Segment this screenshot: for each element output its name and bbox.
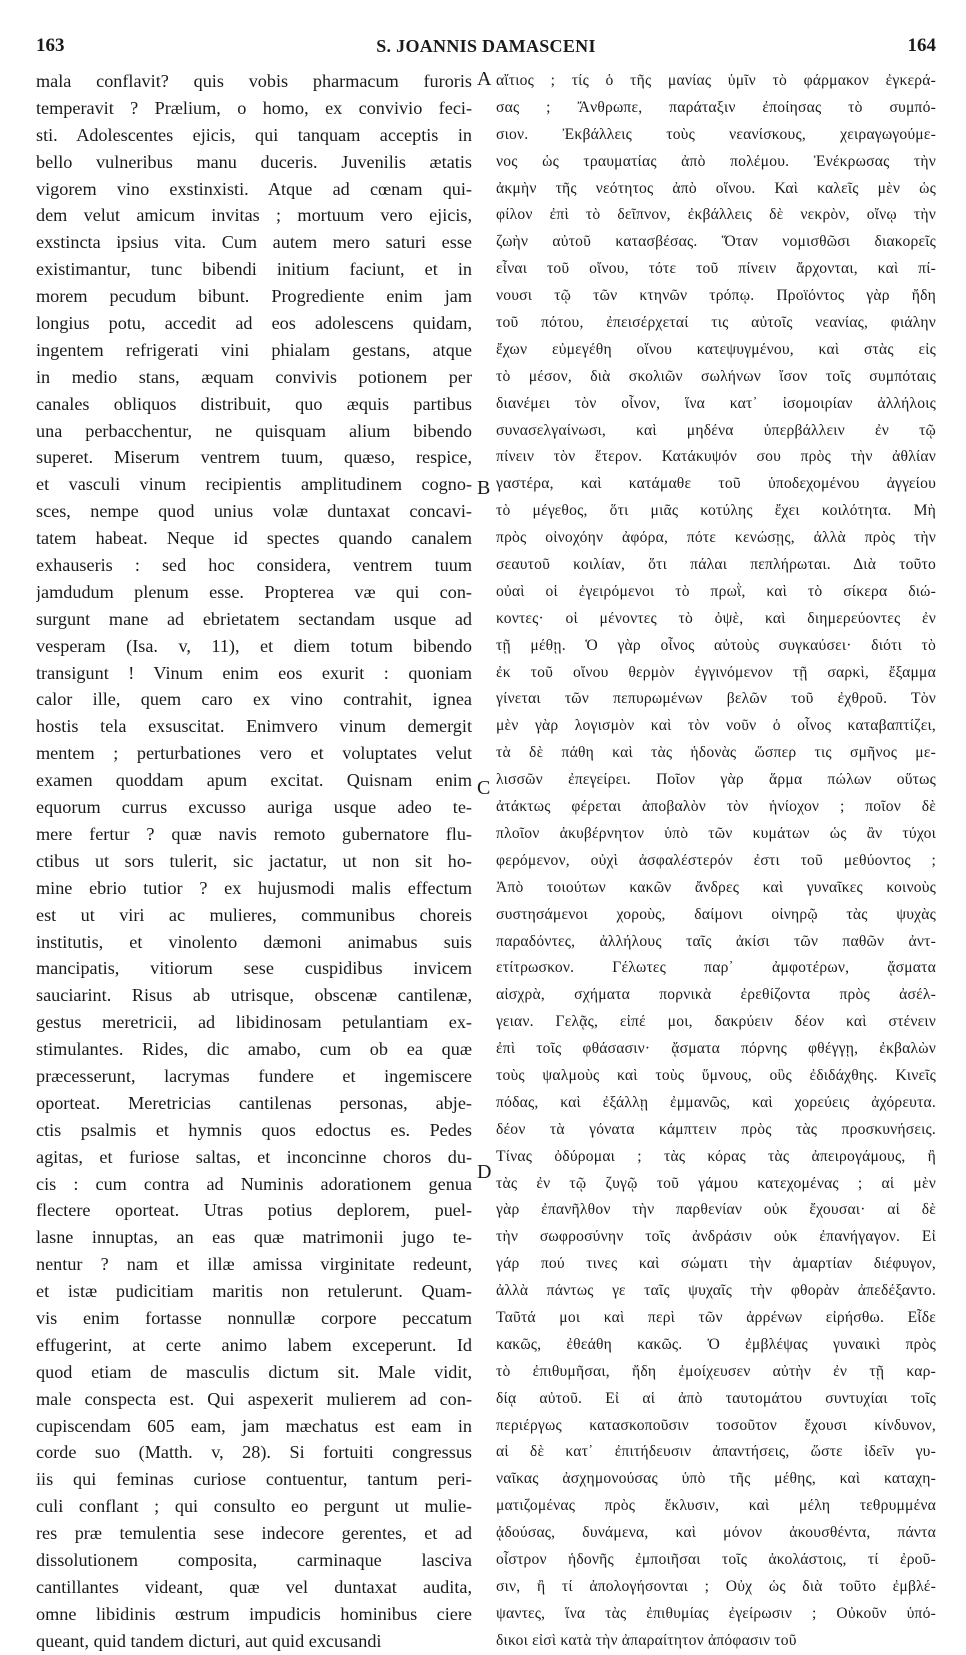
greek-text-line: κοντες· οἱ μένοντες τὸ ὀψὲ, καὶ διημερεύοντες ἐν: [496, 609, 936, 627]
greek-text-line: ἀκμὴν τῆς νεότητος ἀπὸ οἴνου. Καὶ καλεῖς μὲν ὡς: [496, 179, 936, 197]
latin-text-line: morem pecudum bibunt. Progrediente enim jam: [36, 286, 472, 307]
greek-text-line: πόδας, καὶ ἐξάλλῃ ἐμμανῶς, καὶ χορεύεις ἀχόρευτα.: [496, 1093, 936, 1111]
latin-text-line: vigorem vino exstinxisti. Atque ad cœnam qui-: [36, 178, 472, 199]
greek-text-line: ζωὴν αὐτοῦ κατασβέσας. Ὅταν νομισθῶσι διακορεῖς: [496, 233, 936, 251]
greek-text-line: ᾀδούσας, δυνάμενα, καὶ μόνον ἀκουσθέντα, πάντα: [496, 1524, 936, 1542]
greek-text-line: ναῖκας ἀσχημονούσας ὑπὸ τῆς μέθης, καὶ καταχη-: [496, 1470, 936, 1488]
greek-text-line: δικοι εἰσὶ κατὰ τὴν ἀπαραίτητον ἀπόφασιν τοῦ: [496, 1631, 797, 1649]
greek-text-line: τοῦ πότου, ἐπεισέρχεταί τις αὐτοῖς νεανίας, φιάλην: [496, 314, 936, 332]
greek-text-line: Ἀπὸ τοιούτων κακῶν ἄνδρες καὶ γυναῖκες κοινοὺς: [496, 878, 936, 896]
latin-text-line: surgunt mane ad ebrietatem sectandam usque ad: [36, 608, 472, 629]
greek-text-line: Ταῦτά μοι καὶ περὶ τῶν ἀρρένων εἰρήσθω. Εἶδε: [496, 1308, 936, 1326]
greek-text-line: γειαν. Γελᾷς, εἰπέ μοι, δακρύειν δέον καὶ στένειν: [496, 1013, 936, 1031]
latin-text-line: præcesserunt, lacrymas fundere et ingemiscere: [36, 1065, 472, 1086]
latin-text-line: et vasculi vinum recipientis amplitudinem cogno-: [36, 474, 472, 495]
latin-column: [36, 68, 472, 1655]
greek-text-line: ἐκ τοῦ οἴνου θερμὸν ἐγγινόμενον τῇ σαρκὶ, ἔξαμμα: [496, 663, 936, 681]
latin-text-line: cupiscendam 605 eam, jam mæchatus est eam in: [36, 1415, 472, 1436]
latin-text-line: exstincta ipsius vita. Cum autem mero saturi esse: [36, 232, 472, 253]
greek-text-line: παραδόντες, ἀλλήλους ταῖς ἀκίσι τῶν παθῶν ἀντ-: [496, 932, 936, 950]
latin-text-line: ctis psalmis et hymnis quos edoctus es. Pedes: [36, 1119, 472, 1140]
latin-text-line: longius potu, accedit ad eos adolescens quidam,: [36, 313, 472, 334]
greek-text-line: διανέμει τὸν οἶνον, ἵνα κατ᾽ ἰσομοιρίαν ἀλλήλοις: [496, 394, 936, 412]
greek-text-line: ετίτρωσκον. Γέλωτες παρ᾽ ἀμφοτέρων, ᾄσματα: [496, 959, 936, 977]
greek-text-line: φερόμενον, οὐχὶ ἀσφαλέστερόν ἐστι τοῦ μεθύοντος ;: [496, 851, 936, 869]
latin-text-line: oporteat. Meretricias cantilenas personas, abje-: [36, 1092, 472, 1113]
greek-text-line: τὸ μέσον, διὰ σκολιῶν σωλήνων ἴσον τοῖς συμπόταις: [496, 367, 936, 385]
latin-text-line: quod etiam de masculis dictum sit. Male vidit,: [36, 1361, 472, 1382]
latin-text-line: mala conflavit? quis vobis pharmacum furoris: [36, 71, 472, 91]
section-marker-c: C: [477, 777, 491, 799]
running-title: S. JOANNIS DAMASCENI: [376, 36, 596, 56]
greek-text-line: σεαυτοῦ κοιλίαν, ὅτι πάλαι πεπλήρωται. Διὰ τοῦτο: [496, 556, 936, 574]
latin-text-line: existimantur, tunc bibendi initium faciunt, et in: [36, 259, 472, 280]
latin-text-line: dissolutionem composita, carminaque lasciva: [36, 1549, 472, 1570]
greek-text-line: ἀλλὰ πάντως γε ταῖς ψυχαῖς τὴν φθορὰν ἀπεδέξαντο.: [496, 1282, 936, 1300]
greek-text-line: λισσῶν ἐπεγείρει. Ποῖον γὰρ ἅρμα πώλων οὕτως: [496, 771, 936, 789]
greek-column: [496, 68, 936, 1655]
greek-text-line: ματιζομένας πρὸς ἔκλυσιν, καὶ μέλη τεθρυμμένα: [496, 1497, 936, 1515]
latin-text-line: stimulantes. Rides, dic amabo, cum ob ea quæ: [36, 1039, 472, 1060]
latin-text-line: temperavit ? Prælium, o homo, ex convivio feci-: [36, 97, 472, 118]
latin-text-line: cis : cum contra ad Numinis adorationem genua: [36, 1173, 472, 1194]
latin-text-line: res præ temulentia sese indecore gerentes, et ad: [36, 1523, 472, 1544]
greek-text-line: πρὸς οἰνοχόην ἀφόρα, πότε κενώσῃς, ἀλλὰ πρὸς τὴν: [496, 529, 936, 547]
page-number-right: 164: [907, 35, 936, 56]
greek-text-line: αἴτιος ; τίς ὁ τῆς μανίας ὑμῖν τὸ φάρμακον ἐγκερά-: [496, 72, 936, 89]
latin-text-line: mere fertur ? quæ navis remoto gubernatore flu-: [36, 823, 472, 844]
page-number-left: 163: [36, 35, 65, 56]
latin-text-line: iis qui feminas curiose contuentur, tantum peri-: [36, 1469, 472, 1490]
greek-text-line: σιον. Ἐκβάλλεις τοὺς νεανίσκους, χειραγωγούμε-: [496, 125, 936, 143]
section-marker-a: A: [477, 68, 492, 90]
latin-text-line: examen quoddam apum excitat. Quisnam enim: [36, 770, 472, 791]
latin-text-line: sces, nempe quod unius volæ duntaxat concavi-: [36, 501, 472, 522]
section-marker-b: B: [477, 477, 491, 499]
greek-text-line: κακῶς, ἐθεάθη κακῶς. Ὁ ἐμβλέψας γυναικὶ πρὸς: [496, 1335, 936, 1353]
greek-text-line: φίλον ἐπὶ τὸ δεῖπνον, ἐκβάλλεις δὲ νεκρὸν, οἴνῳ τὴν: [496, 206, 936, 224]
greek-text-line: δίᾳ αὐτοῦ. Εἰ αἱ ἀπὸ ταυτομάτου συντυχίαι τοῖς: [496, 1389, 936, 1407]
greek-text-line: τὰ δὲ πάθη καὶ τὰς ἡδονὰς ὥσπερ τις σμῆνος με-: [496, 744, 936, 762]
greek-text-line: αἰσχρὰ, σχήματα πορνικὰ ἐρεθίζοντα πρὸς ἀσέλ-: [496, 986, 936, 1004]
latin-text-line: hostis tela exsuscitat. Enimvero vinum demergit: [36, 716, 472, 737]
latin-text-line: bello vulneribus manu duceris. Juvenilis ætatis: [36, 151, 472, 172]
latin-text-line: est ut viri ac mulieres, communibus choreis: [36, 904, 472, 925]
greek-text-line: γαστέρα, καὶ κατάμαθε τοῦ ὑποδεχομένου ἀγγείου: [496, 475, 936, 493]
greek-text-line: γάρ πού τινες καὶ σώματι τὴν ἁμαρτίαν διέφυγον,: [496, 1255, 936, 1273]
latin-text-line: cantillantes videant, quæ vel duntaxat audita,: [36, 1576, 472, 1597]
latin-text-line: dem velut amicum invitas ; mortuum vero ejicis,: [36, 205, 472, 226]
greek-text-line: ἔχων εὐμεγέθη οἴνου κατεψυγμένου, καὶ στὰς εἰς: [496, 340, 936, 358]
latin-text-line: una perbacchentur, ne quisquam alium bibendo: [36, 420, 472, 441]
greek-text-line: οὐαὶ οἱ ἐγειρόμενοι τὸ πρωῒ, καὶ τὸ σίκερα διώ-: [496, 582, 936, 600]
latin-text-line: lasne innuptas, an eas quæ matrimonii jugo te-: [36, 1227, 472, 1248]
latin-text-line: calor ille, quem caro ex vino contrahit, ignea: [36, 689, 472, 710]
greek-text-line: περιέργως κατασκοποῦσιν τοσοῦτον ἔχουσι κίνδυνον,: [496, 1416, 936, 1434]
latin-text-line: in medio stans, æquam convivis potionem per: [36, 366, 472, 387]
greek-text-line: Τίνας ὀδύρομαι ; τὰς κόρας τὰς ἀπειρογάμους, ἢ: [496, 1147, 936, 1165]
greek-text-line: τὴν σωφροσύνην τοῖς ἀνδράσιν οὐκ ἐπανήγαγον. Εἰ: [496, 1228, 936, 1246]
latin-text-line: nentur ? nam et illæ amissa virginitate redeunt,: [36, 1254, 472, 1275]
latin-text-line: omne libidinis œstrum impudicis hominibus ciere: [36, 1603, 472, 1624]
latin-text-line: ingentem refrigerati vini phialam gestans, atque: [36, 339, 472, 360]
latin-text-line: sauciarint. Risus ab utrisque, obscenæ cantilenæ,: [36, 985, 472, 1006]
latin-text-line: institutis, et vinolento dæmoni animabus suis: [36, 931, 472, 952]
greek-text-line: σας ; Ἄνθρωπε, παράταξιν ἐποίησας τὸ συμπό-: [496, 98, 936, 116]
latin-text-line: male conspecta est. Qui aspexerit mulierem ad con-: [36, 1388, 472, 1409]
latin-text-line: flectere oporteat. Utras potius deplorem, puel-: [36, 1200, 472, 1221]
greek-text-line: ἀτάκτως φέρεται ἀποβαλὸν τὸν ἡνίοχον ; ποῖον δὲ: [496, 798, 936, 816]
greek-text-line: δέον τὰ γόνατα κάμπτειν πρὸς τὰς προσκυνήσεις.: [496, 1120, 936, 1138]
latin-text-line: queant, quid tandem dicturi, aut quid excusandi: [36, 1630, 382, 1651]
greek-text-line: πλοῖον ἀκυβέρνητον ὑπὸ τῶν κυμάτων ὡς ἂν τύχοι: [496, 824, 936, 842]
latin-text-line: effugerint, at certe animo labem exceperunt. Id: [36, 1334, 472, 1355]
greek-text-line: σιν, ἢ τί ἀπολογήσονται ; Οὐχ ὡς διὰ τοῦτο ἐμβλέ-: [496, 1577, 936, 1595]
latin-text-line: jamdudum plenum esse. Propterea væ qui con-: [36, 581, 472, 602]
latin-text-line: superet. Miserum ventrem tuum, quæso, respice,: [36, 447, 472, 468]
greek-text-line: οἶστρον ἡδονῆς ἐμποιῆσαι τοῖς ἀκολάστοις, τί ἐροῦ-: [496, 1550, 936, 1568]
latin-text-line: corde suo (Matth. v, 28). Si fortuiti congressus: [36, 1442, 472, 1463]
greek-text-line: τοὺς ψαλμοὺς καὶ τοὺς ὕμνους, οὓς ἐδιδάχθης. Κινεῖς: [496, 1066, 936, 1084]
latin-text-line: culi conflant ; qui consulto eo pergunt ut mulie-: [36, 1496, 472, 1517]
latin-text-line: gestus meretricii, ad libidinosam petulantiam ex-: [36, 1012, 472, 1033]
greek-text-line: νουσι τῷ τῶν κτηνῶν τρόπῳ. Προϊόντος γὰρ ἤδη: [496, 287, 936, 305]
greek-text-line: συνασελγαίνωσι, καὶ μηδένα ὑπερβάλλειν ἐν τῷ: [496, 421, 936, 439]
latin-text-line: mancipatis, vitiorum sese cuspidibus invicem: [36, 958, 472, 979]
latin-text-line: equorum currus excusso auriga usque adeo te-: [36, 797, 472, 818]
greek-text-line: γίνεται τῶν πεπυρωμένων βελῶν τοῦ ἐχθροῦ. Τὸν: [496, 690, 936, 708]
greek-text-line: τῇ μέθῃ. Ὁ γὰρ οἶνος αὐτοὺς συγκαύσει· διότι τὸ: [496, 636, 936, 654]
latin-text-line: mine ebrio tutior ? ex hujusmodi malis effectum: [36, 877, 472, 898]
greek-text-line: ἐπὶ τοῖς φθάσασιν· ᾄσματα πόρνης φθέγγῃ, ἐκβαλὼν: [496, 1040, 936, 1058]
latin-text-line: vesperam (Isa. v, 11), et diem totum bibendo: [36, 635, 472, 656]
greek-text-line: πίνειν τὸν ἕτερον. Κατάκυψόν σου πρὸς τὴν ἀθλίαν: [496, 448, 936, 466]
greek-text-line: τὰς ἐν τῷ ζυγῷ τοῦ γάμου κατεχομένας ; αἱ μὲν: [496, 1174, 936, 1192]
greek-text-line: αἱ δὲ κατ᾽ ἐπιτήδευσιν ἀπαντήσεις, ὥστε ἰδεῖν γυ-: [496, 1443, 936, 1461]
latin-text-line: ctibus ut sors tulerit, sic jactatur, ut non sit ho-: [36, 850, 472, 871]
greek-text-line: ψαντες, ἵνα τὰς ἐπιθυμίας ἐγείρωσιν ; Οὐκοῦν ὑπό-: [496, 1604, 936, 1622]
greek-text-line: τὸ ἐπιθυμῆσαι, ἤδη ἐμοίχευσεν αὐτὴν ἐν τῇ καρ-: [496, 1362, 936, 1380]
latin-text-line: tatem habeat. Neque id spectes quando canalem: [36, 528, 472, 549]
latin-text-line: vis enim fortasse nonnullæ corpore peccatum: [36, 1307, 472, 1328]
latin-text-line: et istæ pudicitiam maritis non retulerunt. Quam-: [36, 1281, 472, 1302]
greek-text-line: εἶναι τοῦ οἴνου, τότε τοῦ πίνειν ἄρχονται, καὶ πί-: [496, 260, 936, 278]
greek-text-line: συστησάμενοι χοροὺς, δαίμονι οἰνηρῷ τὰς ψυχὰς: [496, 905, 936, 923]
latin-text-line: exhauseris : sed hoc considera, ventrem tuum: [36, 555, 472, 576]
greek-text-line: γὰρ ἐπανῆλθον τὴν παρθενίαν οὐκ ἔχουσαι· αἱ δὲ: [496, 1201, 936, 1219]
latin-text-line: transigunt ! Vinum enim eos exurit : quoniam: [36, 662, 472, 683]
page-header: [36, 34, 936, 58]
greek-text-line: νος ὡς τραυματίας ἀπὸ πολέμου. Ἐνέκρωσας τὴν: [496, 152, 936, 170]
greek-text-line: τὸ μέγεθος, ὅτι μιᾶς κοτύλης ἔχει κοιλότητα. Μὴ: [496, 502, 936, 520]
greek-text-line: μὲν γὰρ λογισμὸν καὶ τὸν νοῦν ὁ οἶνος καταβαπτίζει,: [496, 717, 936, 735]
latin-text-line: agitas, et furiose saltas, et inconcinne choros du-: [36, 1146, 472, 1167]
section-marker-d: D: [477, 1161, 492, 1183]
latin-text-line: mentem ; perturbationes vero et voluptates velut: [36, 743, 472, 764]
latin-text-line: canales obliquos distribuit, quo æquis partibus: [36, 393, 472, 414]
latin-text-line: sti. Adolescentes ejicis, qui tanquam acceptis in: [36, 124, 472, 145]
